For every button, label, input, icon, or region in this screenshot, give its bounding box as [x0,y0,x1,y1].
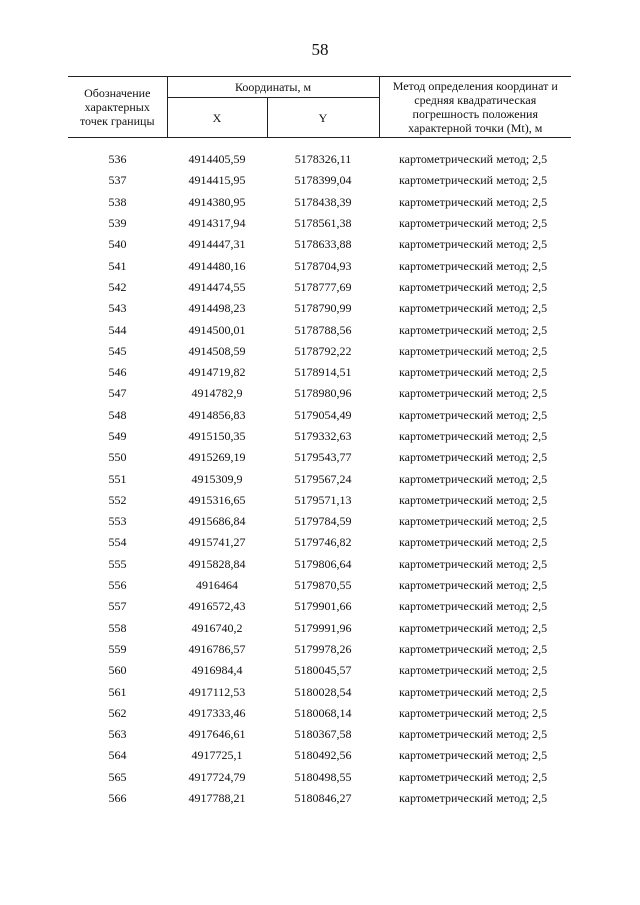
cell-x: 4914474,55 [188,279,246,294]
table-row [68,511,571,532]
table-row [68,596,571,617]
cell-method: картометрический метод; 2,5 [399,237,548,252]
cell-y: 5178326,11 [294,152,352,167]
table-row [68,149,571,170]
table-header [68,77,571,138]
header-y: Y [267,98,379,138]
cell-point: 559 [108,641,127,656]
cell-point: 546 [108,365,127,380]
table-row [68,468,571,489]
table-row [68,660,571,681]
cell-method: картометрический метод; 2,5 [399,599,548,614]
cell-y: 5178438,39 [294,194,352,209]
table-row [68,554,571,575]
cell-point: 538 [108,194,127,209]
cell-method: картометрический метод; 2,5 [399,769,548,784]
cell-point: 539 [108,216,127,231]
cell-point: 543 [108,301,127,316]
cell-point: 565 [108,769,127,784]
cell-x: 4914719,82 [188,365,246,380]
cell-x: 4914317,94 [188,216,246,231]
cell-method: картометрический метод; 2,5 [399,620,548,635]
cell-y: 5178914,51 [294,365,352,380]
cell-y: 5178704,93 [294,258,352,273]
table-row [68,490,571,511]
cell-y: 5178399,04 [294,173,352,188]
cell-y: 5178980,96 [294,386,352,401]
cell-y: 5179567,24 [294,471,352,486]
cell-x: 4914498,23 [188,301,246,316]
page-number: 58 [311,40,329,59]
cell-point: 555 [108,556,127,571]
cell-method: картометрический метод; 2,5 [399,705,548,720]
cell-point: 544 [108,322,127,337]
cell-y: 5178790,99 [294,301,352,316]
table-row [68,532,571,553]
table-row [68,575,571,596]
cell-point: 560 [108,663,127,678]
table-row [68,447,571,468]
cell-point: 541 [108,258,127,273]
cell-method: картометрический метод; 2,5 [399,535,548,550]
table-row [68,724,571,745]
cell-x: 4916740,2 [191,620,243,635]
cell-y: 5179806,64 [294,556,352,571]
cell-method: картометрический метод; 2,5 [399,748,548,763]
cell-y: 5179784,59 [294,514,352,529]
cell-x: 4916786,57 [188,641,246,656]
cell-x: 4915309,9 [191,471,243,486]
cell-method: картометрический метод; 2,5 [399,173,548,188]
cell-method: картометрический метод; 2,5 [399,578,548,593]
cell-method: картометрический метод; 2,5 [399,365,548,380]
cell-point: 536 [108,152,127,167]
table-row [68,383,571,404]
table-row [68,703,571,724]
cell-method: картометрический метод; 2,5 [399,684,548,699]
cell-method: картометрический метод; 2,5 [399,386,548,401]
cell-x: 4914782,9 [191,386,243,401]
table-row [68,298,571,319]
table-row [68,170,571,191]
table-row [68,618,571,639]
cell-y: 5179571,13 [294,492,352,507]
table-row [68,788,571,809]
table-row [68,681,571,702]
cell-point: 551 [108,471,127,486]
cell-x: 4915686,84 [188,514,246,529]
header-method: Метод определения координат и средняя квадратическая погрешность положения характерной точки (Mt), м [379,77,571,138]
cell-y: 5179901,66 [294,599,352,614]
cell-method: картометрический метод; 2,5 [399,279,548,294]
cell-y: 5180028,54 [294,684,352,699]
cell-x: 4915316,65 [188,492,246,507]
coordinates-table [68,76,571,809]
table-row [68,234,571,255]
cell-x: 4914447,31 [188,237,246,252]
cell-point: 542 [108,279,127,294]
cell-y: 5178633,88 [294,237,352,252]
cell-point: 556 [108,578,127,593]
cell-x: 4915741,27 [188,535,246,550]
cell-x: 4917333,46 [188,705,246,720]
cell-point: 537 [108,173,127,188]
cell-point: 561 [108,684,127,699]
table-row [68,192,571,213]
cell-method: картометрический метод; 2,5 [399,641,548,656]
cell-y: 5180846,27 [294,791,352,806]
cell-method: картометрический метод; 2,5 [399,194,548,209]
cell-y: 5178561,38 [294,216,352,231]
cell-point: 540 [108,237,127,252]
cell-x: 4914856,83 [188,407,246,422]
table-row [68,745,571,766]
cell-x: 4914500,01 [188,322,246,337]
cell-y: 5178788,56 [294,322,352,337]
cell-method: картометрический метод; 2,5 [399,663,548,678]
table-row [68,213,571,234]
cell-method: картометрический метод; 2,5 [399,407,548,422]
cell-point: 564 [108,748,127,763]
cell-method: картометрический метод; 2,5 [399,258,548,273]
cell-x: 4914415,95 [188,173,246,188]
cell-method: картометрический метод; 2,5 [399,216,548,231]
cell-x: 4914380,95 [188,194,246,209]
cell-y: 5180498,55 [294,769,352,784]
cell-x: 4915150,35 [188,429,246,443]
cell-y: 5180492,56 [294,748,352,763]
cell-method: картометрический метод; 2,5 [399,727,548,742]
cell-point: 562 [108,705,127,720]
cell-x: 4914508,59 [188,343,246,358]
cell-x: 4917724,79 [188,769,246,784]
table-row [68,639,571,660]
cell-point: 550 [108,450,127,465]
table-row [68,405,571,426]
cell-y: 5180068,14 [294,705,352,720]
cell-y: 5179054,49 [294,407,352,422]
cell-point: 545 [108,343,127,358]
cell-method: картометрический метод; 2,5 [399,152,548,167]
cell-method: картометрический метод; 2,5 [399,429,548,443]
cell-method: картометрический метод; 2,5 [399,514,548,529]
cell-x: 4917112,53 [188,684,246,699]
cell-method: картометрический метод; 2,5 [399,791,548,806]
table-row [68,341,571,362]
cell-x: 4915269,19 [188,450,246,465]
cell-point: 552 [108,492,127,507]
cell-x: 4915828,84 [188,556,246,571]
cell-method: картометрический метод; 2,5 [399,492,548,507]
cell-y: 5180045,57 [294,663,352,678]
cell-x: 4914480,16 [188,258,246,273]
cell-x: 4916984,4 [191,663,243,678]
cell-point: 554 [108,535,127,550]
cell-y: 5179746,82 [294,535,352,550]
table-row [68,277,571,298]
table-body [68,149,571,809]
cell-y: 5178792,22 [294,343,352,358]
cell-method: картометрический метод; 2,5 [399,471,548,486]
cell-y: 5180367,58 [294,727,352,742]
cell-method: картометрический метод; 2,5 [399,343,548,358]
table-row [68,319,571,340]
cell-x: 4917788,21 [188,791,246,806]
cell-x: 4917725,1 [191,748,243,763]
cell-point: 547 [108,386,127,401]
cell-method: картометрический метод; 2,5 [399,322,548,337]
cell-point: 548 [108,407,127,422]
cell-point: 566 [108,791,127,806]
cell-point: 558 [108,620,127,635]
cell-method: картометрический метод; 2,5 [399,450,548,465]
cell-point: 557 [108,599,127,614]
cell-y: 5179870,55 [294,578,352,593]
cell-point: 553 [108,514,127,529]
header-x: X [167,98,267,138]
table-row [68,255,571,276]
table-row [68,426,571,447]
cell-point: 549 [108,429,127,443]
cell-x: 4914405,59 [188,152,246,167]
cell-point: 563 [108,727,127,742]
cell-y: 5179543,77 [294,450,352,465]
cell-method: картометрический метод; 2,5 [399,301,548,316]
table-row [68,362,571,383]
header-coordinates: Координаты, м [167,77,379,98]
cell-method: картометрический метод; 2,5 [399,556,548,571]
cell-y: 5178777,69 [294,279,352,294]
cell-y: 5179991,96 [294,620,352,635]
header-point-designation: Обозначение характерных точек границы [68,77,167,138]
cell-y: 5179978,26 [294,641,352,656]
table-row [68,767,571,788]
cell-x: 4916464 [196,578,238,593]
cell-y: 5179332,63 [294,429,352,443]
cell-x: 4916572,43 [188,599,246,614]
cell-x: 4917646,61 [188,727,246,742]
